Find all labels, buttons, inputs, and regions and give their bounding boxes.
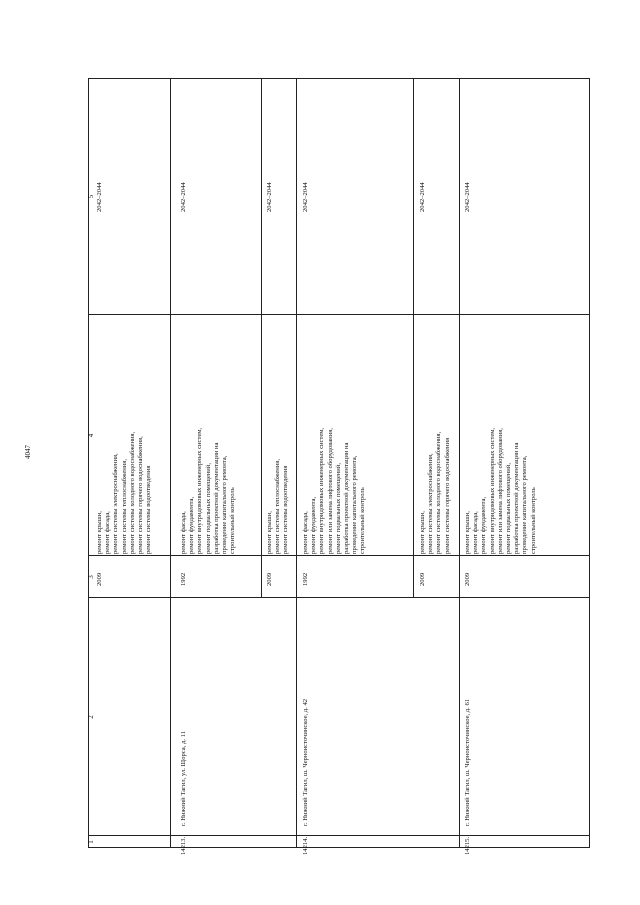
row-sep-c — [459, 78, 460, 848]
work-line: ремонт системы холодного водоснабжения, — [128, 431, 136, 554]
header-col-3: 3 — [87, 575, 95, 579]
row-14214-works-b — [419, 432, 452, 554]
work-line: ремонт системы водоотведения — [145, 465, 153, 554]
col-sep-1 — [88, 835, 590, 836]
work-line: проведение капитального ремонта, — [521, 455, 529, 554]
work-line: проведение капитального ремонта, — [221, 455, 229, 554]
row-14214-year-b: 2009 — [419, 572, 426, 586]
work-line: ремонт системы горячего водоснабжения, — [137, 436, 145, 554]
header-col-4: 4 — [87, 433, 95, 438]
row-14214-period-b: 2042–2044 — [419, 182, 426, 212]
work-line: разработка проектной документации на — [513, 442, 521, 554]
work-line: ремонт фундамента, — [188, 496, 196, 554]
col-sep-3 — [88, 555, 590, 556]
subrow-sep-14213 — [261, 78, 262, 598]
work-line: строительный контроль — [229, 487, 237, 554]
row-14213-year-b: 2009 — [266, 572, 273, 586]
work-line: ремонт фасада, — [180, 511, 187, 554]
work-line: ремонт подвальных помещений, — [505, 463, 513, 554]
row-14213-year-a: 1992 — [180, 572, 187, 586]
work-line: ремонт системы горячего водоснабжения — [443, 437, 451, 554]
row-14213-works-a — [180, 428, 237, 554]
row-sep-b — [296, 78, 297, 848]
work-line: ремонт системы электроснабжения, — [427, 453, 435, 554]
work-line: ремонт фундамента, — [310, 496, 318, 554]
work-line: ремонт крыши, — [96, 511, 103, 554]
work-line: ремонт подвальных помещений, — [334, 463, 342, 554]
row-sep-a — [170, 78, 171, 848]
work-line: ремонт фундамента, — [480, 496, 488, 554]
row-0-works — [96, 432, 153, 554]
header-col-5: 5 — [87, 194, 95, 199]
row-14214-address: г. Нижний Тагил, ш. Черноисточинское, д. 42 — [302, 698, 309, 826]
work-line: ремонт подвальных помещений, — [204, 463, 212, 554]
row-14213-address: г. Нижний Тагил, ул. Щорса, д. 11 — [180, 730, 187, 826]
work-line: ремонт крыши, — [266, 511, 273, 554]
row-14214-works-a — [302, 428, 368, 554]
row-14214-period-a: 2042–2044 — [302, 182, 309, 212]
work-line: проведение капитального ремонта, — [351, 455, 359, 554]
header-col-2: 2 — [87, 715, 95, 719]
work-line: ремонт фасада, — [104, 511, 112, 554]
work-line: ремонт или замена лифтового оборудования, — [496, 428, 504, 554]
work-line: ремонт фасада, — [472, 511, 480, 554]
row-14214-number: 14214. — [302, 836, 309, 855]
work-line: строительный контроль — [529, 487, 537, 554]
rotated-table — [87, 78, 590, 855]
row-14213-works-b — [266, 459, 291, 554]
work-line: ремонт фасада, — [302, 511, 309, 554]
row-14213-period-b: 2042–2044 — [266, 182, 273, 212]
work-line: ремонт системы теплоснабжения, — [274, 459, 282, 554]
work-line: ремонт внутридомовых инженерных систем, — [318, 427, 326, 554]
work-line: ремонт крыши, — [464, 511, 471, 554]
work-line: ремонт системы электроснабжения, — [112, 453, 120, 554]
row-14215-number: 14215. — [464, 836, 471, 855]
header-col-1: 1 — [87, 840, 95, 844]
work-line: ремонт системы водоотведения — [282, 465, 290, 554]
work-line: разработка проектной документации на — [212, 442, 220, 554]
work-line: ремонт или замена лифтового оборудования, — [326, 428, 334, 554]
col-sep-4 — [88, 314, 590, 315]
work-line: ремонт системы холодного водоснабжения, — [435, 431, 443, 554]
work-line: ремонт крыши, — [419, 511, 426, 554]
work-line: ремонт системы теплоснабжения, — [120, 459, 128, 554]
row-14215-address: г. Нижний Тагил, ш. Черноисточинское, д. 61 — [464, 698, 471, 826]
subrow-sep-14214 — [413, 78, 414, 598]
row-14215-works — [464, 428, 538, 554]
row-14215-year: 2009 — [464, 572, 471, 586]
work-line: ремонт внутридомовых инженерных систем, — [196, 427, 204, 554]
work-line: ремонт внутридомовых инженерных систем, — [488, 427, 496, 554]
row-14214-year-a: 1992 — [302, 572, 309, 586]
work-line: строительный контроль — [359, 487, 367, 554]
row-14215-period: 2042–2044 — [464, 182, 471, 212]
work-line: разработка проектной документации на — [343, 442, 351, 554]
col-sep-2 — [88, 597, 590, 598]
row-0-period: 2042–2044 — [96, 182, 103, 212]
page-number: 4047 — [24, 445, 32, 459]
row-14213-number: 14213. — [180, 836, 187, 855]
row-0-year: 2009 — [96, 572, 103, 586]
row-14213-period-a: 2042–2044 — [180, 182, 187, 212]
